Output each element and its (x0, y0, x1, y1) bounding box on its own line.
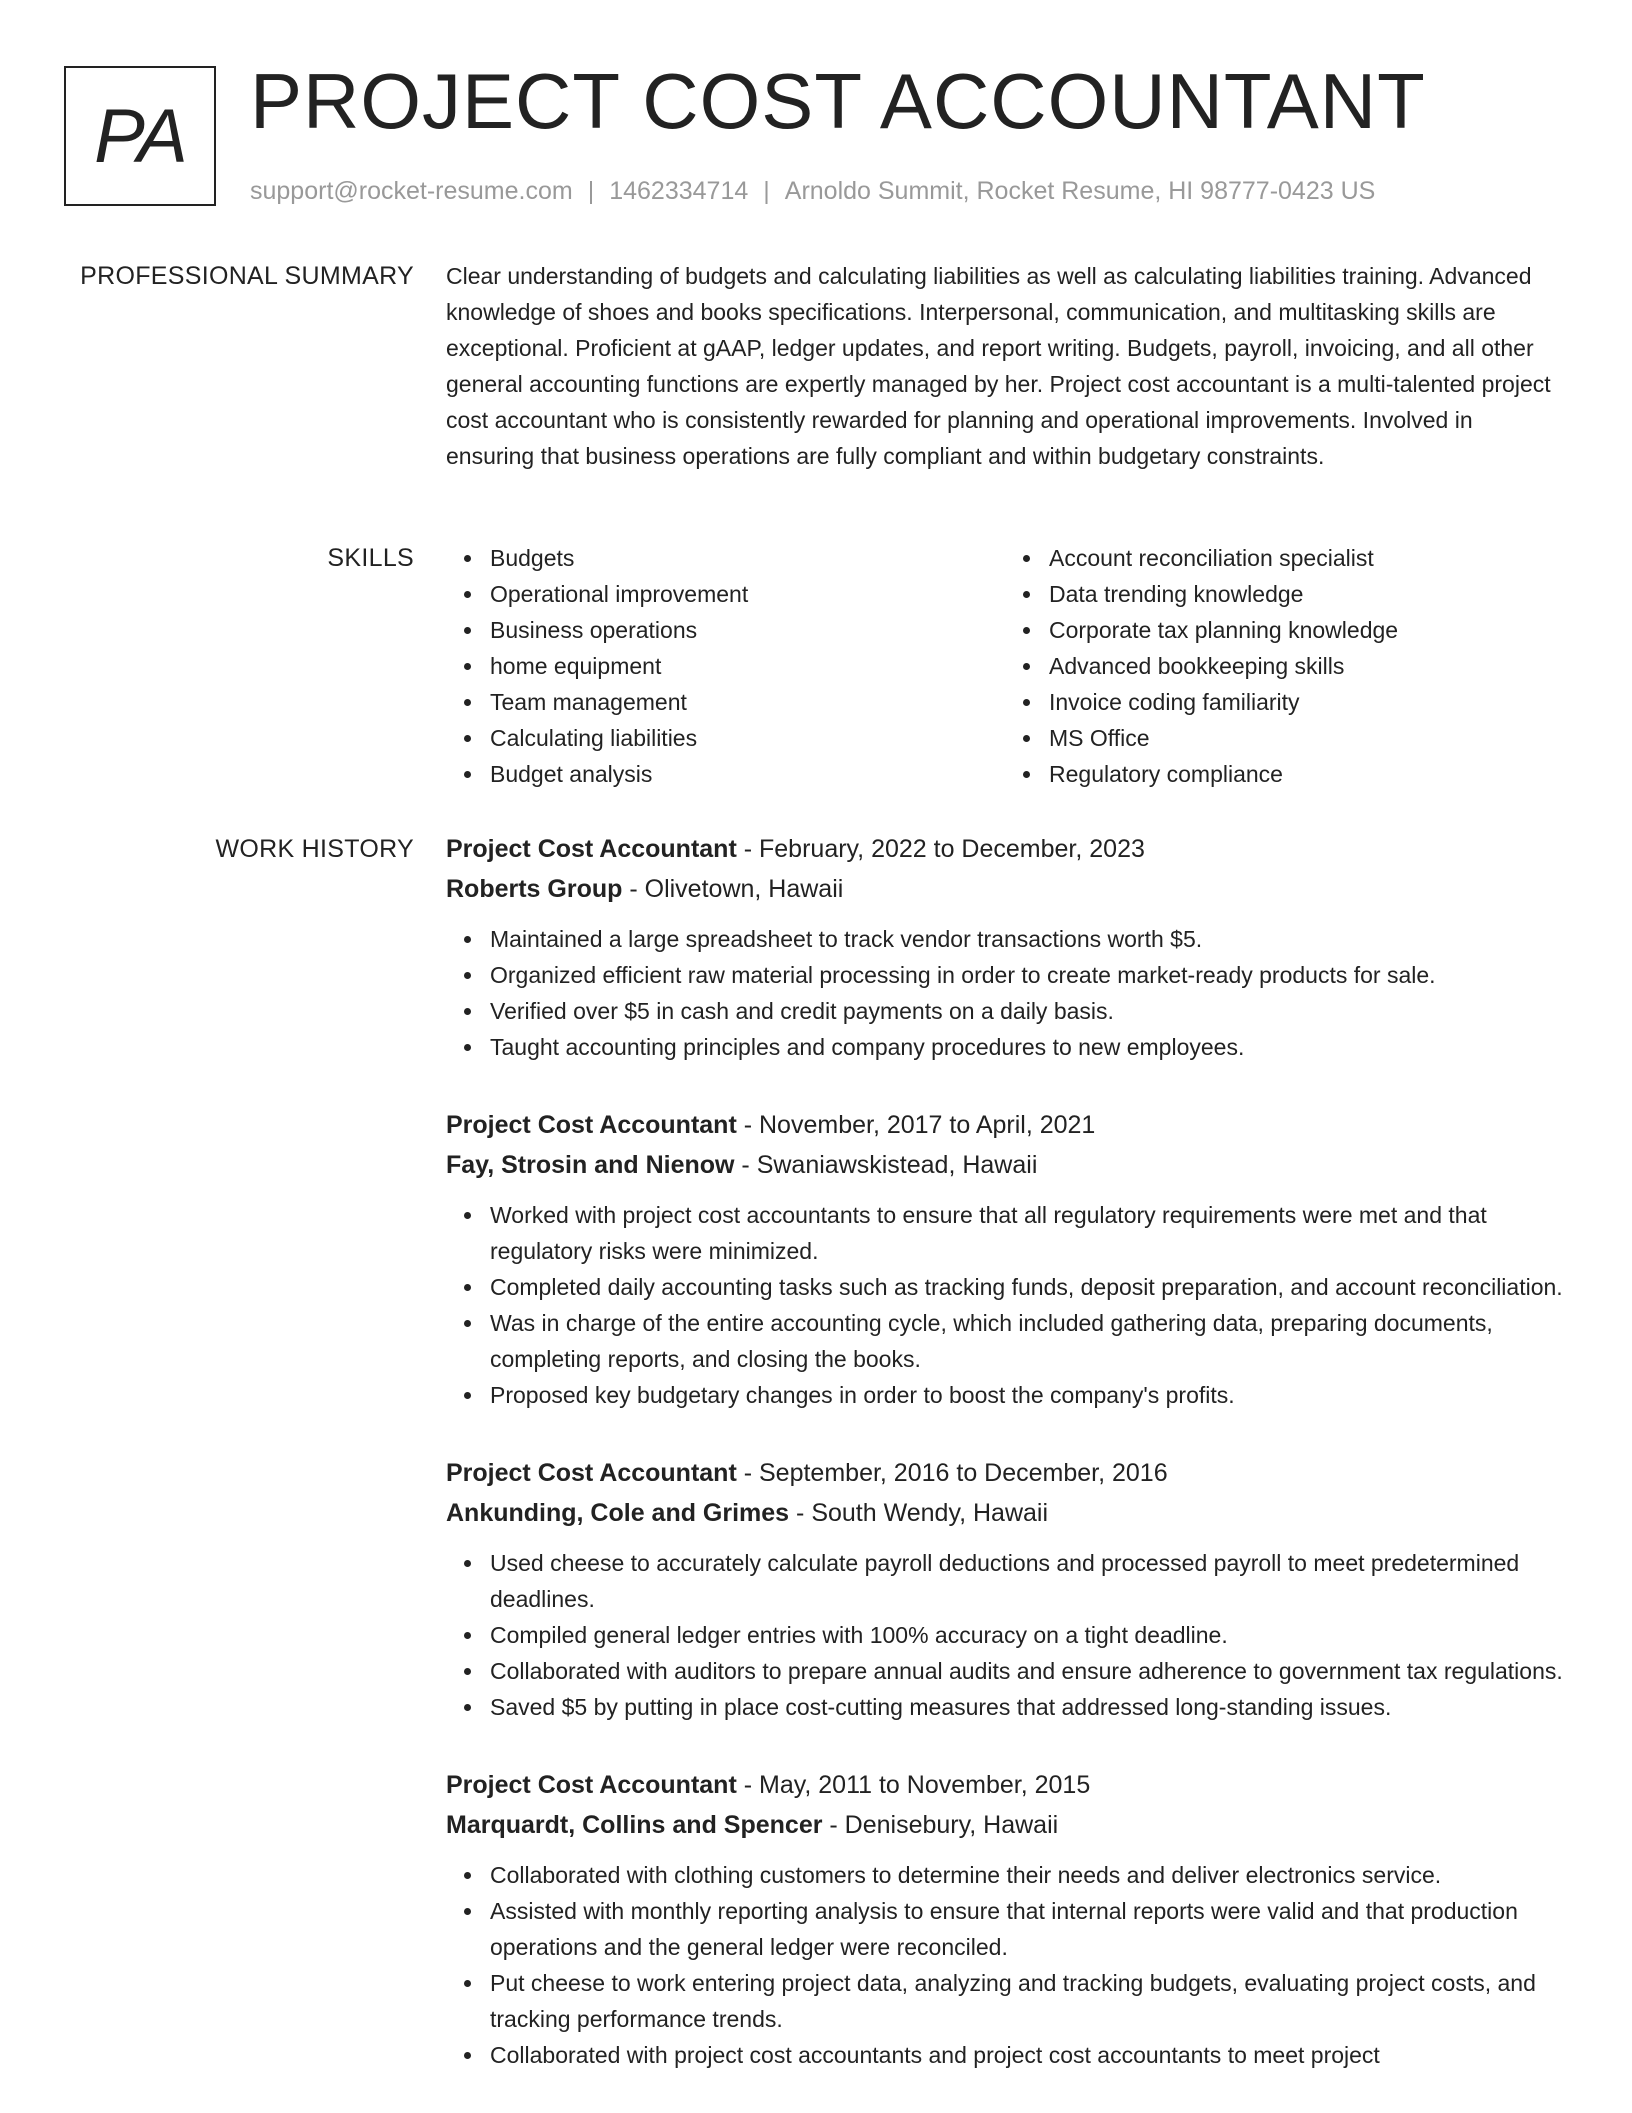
job-title-line (446, 1453, 1564, 1493)
job-title-line (446, 1105, 1564, 1145)
job-dates: - November, 2017 to April, 2021 (743, 1111, 1096, 1139)
job-duties (446, 1545, 1564, 1725)
job-title-line (446, 1765, 1564, 1805)
skill-item: Business operations (490, 612, 1005, 648)
duty-item: Completed daily accounting tasks such as tracking funds, deposit preparation, and account reconciliation. (490, 1269, 1564, 1305)
duty-item: Verified over $5 in cash and credit payments on a daily basis. (490, 993, 1564, 1029)
contact-phone: 1462334714 (609, 177, 749, 205)
skill-item: Data trending knowledge (1049, 576, 1564, 612)
job-company-line (446, 869, 1564, 909)
duty-item: Organized efficient raw material processing in order to create market-ready products for sale. (490, 957, 1564, 993)
job-location: - Olivetown, Hawaii (629, 875, 844, 903)
page-title: PROJECT COST ACCOUNTANT (250, 57, 1426, 145)
contact-separator: | (763, 177, 770, 205)
duty-item: Proposed key budgetary changes in order to boost the company's profits. (490, 1377, 1564, 1413)
duty-item: Taught accounting principles and company procedures to new employees. (490, 1029, 1564, 1065)
job-title: Project Cost Accountant (446, 1111, 737, 1139)
duty-item: Collaborated with clothing customers to determine their needs and deliver electronics service. (490, 1857, 1564, 1893)
contact-separator: | (587, 177, 595, 205)
job-dates: - February, 2022 to December, 2023 (743, 835, 1145, 863)
skill-item: Corporate tax planning knowledge (1049, 612, 1564, 648)
skills-list-right (1005, 540, 1564, 792)
duty-item: Maintained a large spreadsheet to track vendor transactions worth $5. (490, 921, 1564, 957)
duty-item: Used cheese to accurately calculate payroll deductions and processed payroll to meet predetermined deadlines. (490, 1545, 1564, 1617)
skill-item: Regulatory compliance (1049, 756, 1564, 792)
summary-text: Clear understanding of budgets and calculating liabilities as well as calculating liabilities training. Advanced knowledge of shoes and books specifications. Interpersonal, communication, and multitasking skills are exceptional. Proficient at gAAP, ledger updates, and report writing. Budgets, payroll, invoicing, and all other general accounting functions are expertly managed by her. Project cost accountant is a multi-talented project cost accountant who is consistently rewarded for planning and operational improvements. Involved in ensuring that business operations are fully compliant and within budgetary constraints. (446, 263, 1551, 469)
job-company-line (446, 1805, 1564, 1845)
contact-line (250, 174, 1375, 208)
duty-item: Collaborated with project cost accountants and project cost accountants to meet project (490, 2037, 1564, 2073)
job-dates: - September, 2016 to December, 2016 (743, 1459, 1168, 1487)
skill-item: Operational improvement (490, 576, 1005, 612)
skill-item: Account reconciliation specialist (1049, 540, 1564, 576)
duty-item: Was in charge of the entire accounting cycle, which included gathering data, preparing documents, completing reports, and closing the books. (490, 1305, 1564, 1377)
job-duties (446, 1197, 1564, 1413)
skill-item: Budget analysis (490, 756, 1005, 792)
skill-item: Advanced bookkeeping skills (1049, 648, 1564, 684)
duty-item: Assisted with monthly reporting analysis to ensure that internal reports were valid and that production operations and the general ledger were reconciled. (490, 1893, 1564, 1965)
job-company: Marquardt, Collins and Spencer (446, 1811, 823, 1839)
skill-item: Team management (490, 684, 1005, 720)
duty-item: Saved $5 by putting in place cost-cutting measures that addressed long-standing issues. (490, 1689, 1564, 1725)
job-company: Fay, Strosin and Nienow (446, 1151, 735, 1179)
skill-item: home equipment (490, 648, 1005, 684)
job-title: Project Cost Accountant (446, 1771, 737, 1799)
work-history-heading: WORK HISTORY (215, 835, 414, 863)
skill-item: Budgets (490, 540, 1005, 576)
job-location: - Swaniawskistead, Hawaii (741, 1151, 1038, 1179)
job-entry (446, 1453, 1564, 1725)
contact-email: support@rocket-resume.com (250, 177, 573, 205)
skills-list-left (446, 540, 1005, 792)
job-duties (446, 921, 1564, 1065)
monogram-logo: PA (64, 66, 216, 206)
job-entry (446, 1765, 1564, 2073)
job-dates: - May, 2011 to November, 2015 (743, 1771, 1091, 1799)
job-title-line (446, 829, 1564, 869)
job-entry (446, 1105, 1564, 1413)
duty-item: Compiled general ledger entries with 100% accuracy on a tight deadline. (490, 1617, 1564, 1653)
job-location: - South Wendy, Hawaii (796, 1499, 1049, 1527)
skill-item: Calculating liabilities (490, 720, 1005, 756)
duty-item: Put cheese to work entering project data, analyzing and tracking budgets, evaluating project costs, and tracking performance trends. (490, 1965, 1564, 2037)
job-company-line (446, 1145, 1564, 1185)
summary-heading: PROFESSIONAL SUMMARY (80, 262, 414, 290)
job-duties (446, 1857, 1564, 2073)
job-company: Ankunding, Cole and Grimes (446, 1499, 790, 1527)
skills-heading: SKILLS (327, 544, 414, 572)
duty-item: Worked with project cost accountants to ensure that all regulatory requirements were met and that regulatory risks were minimized. (490, 1197, 1564, 1269)
job-title: Project Cost Accountant (446, 1459, 737, 1487)
skill-item: Invoice coding familiarity (1049, 684, 1564, 720)
skill-item: MS Office (1049, 720, 1564, 756)
contact-address: Arnoldo Summit, Rocket Resume, HI 98777-0423 US (784, 177, 1376, 205)
job-company: Roberts Group (446, 875, 623, 903)
job-location: - Denisebury, Hawaii (829, 1811, 1059, 1839)
duty-item: Collaborated with auditors to prepare annual audits and ensure adherence to government tax regulations. (490, 1653, 1564, 1689)
job-entry (446, 829, 1564, 1065)
job-company-line (446, 1493, 1564, 1533)
job-title: Project Cost Accountant (446, 835, 737, 863)
